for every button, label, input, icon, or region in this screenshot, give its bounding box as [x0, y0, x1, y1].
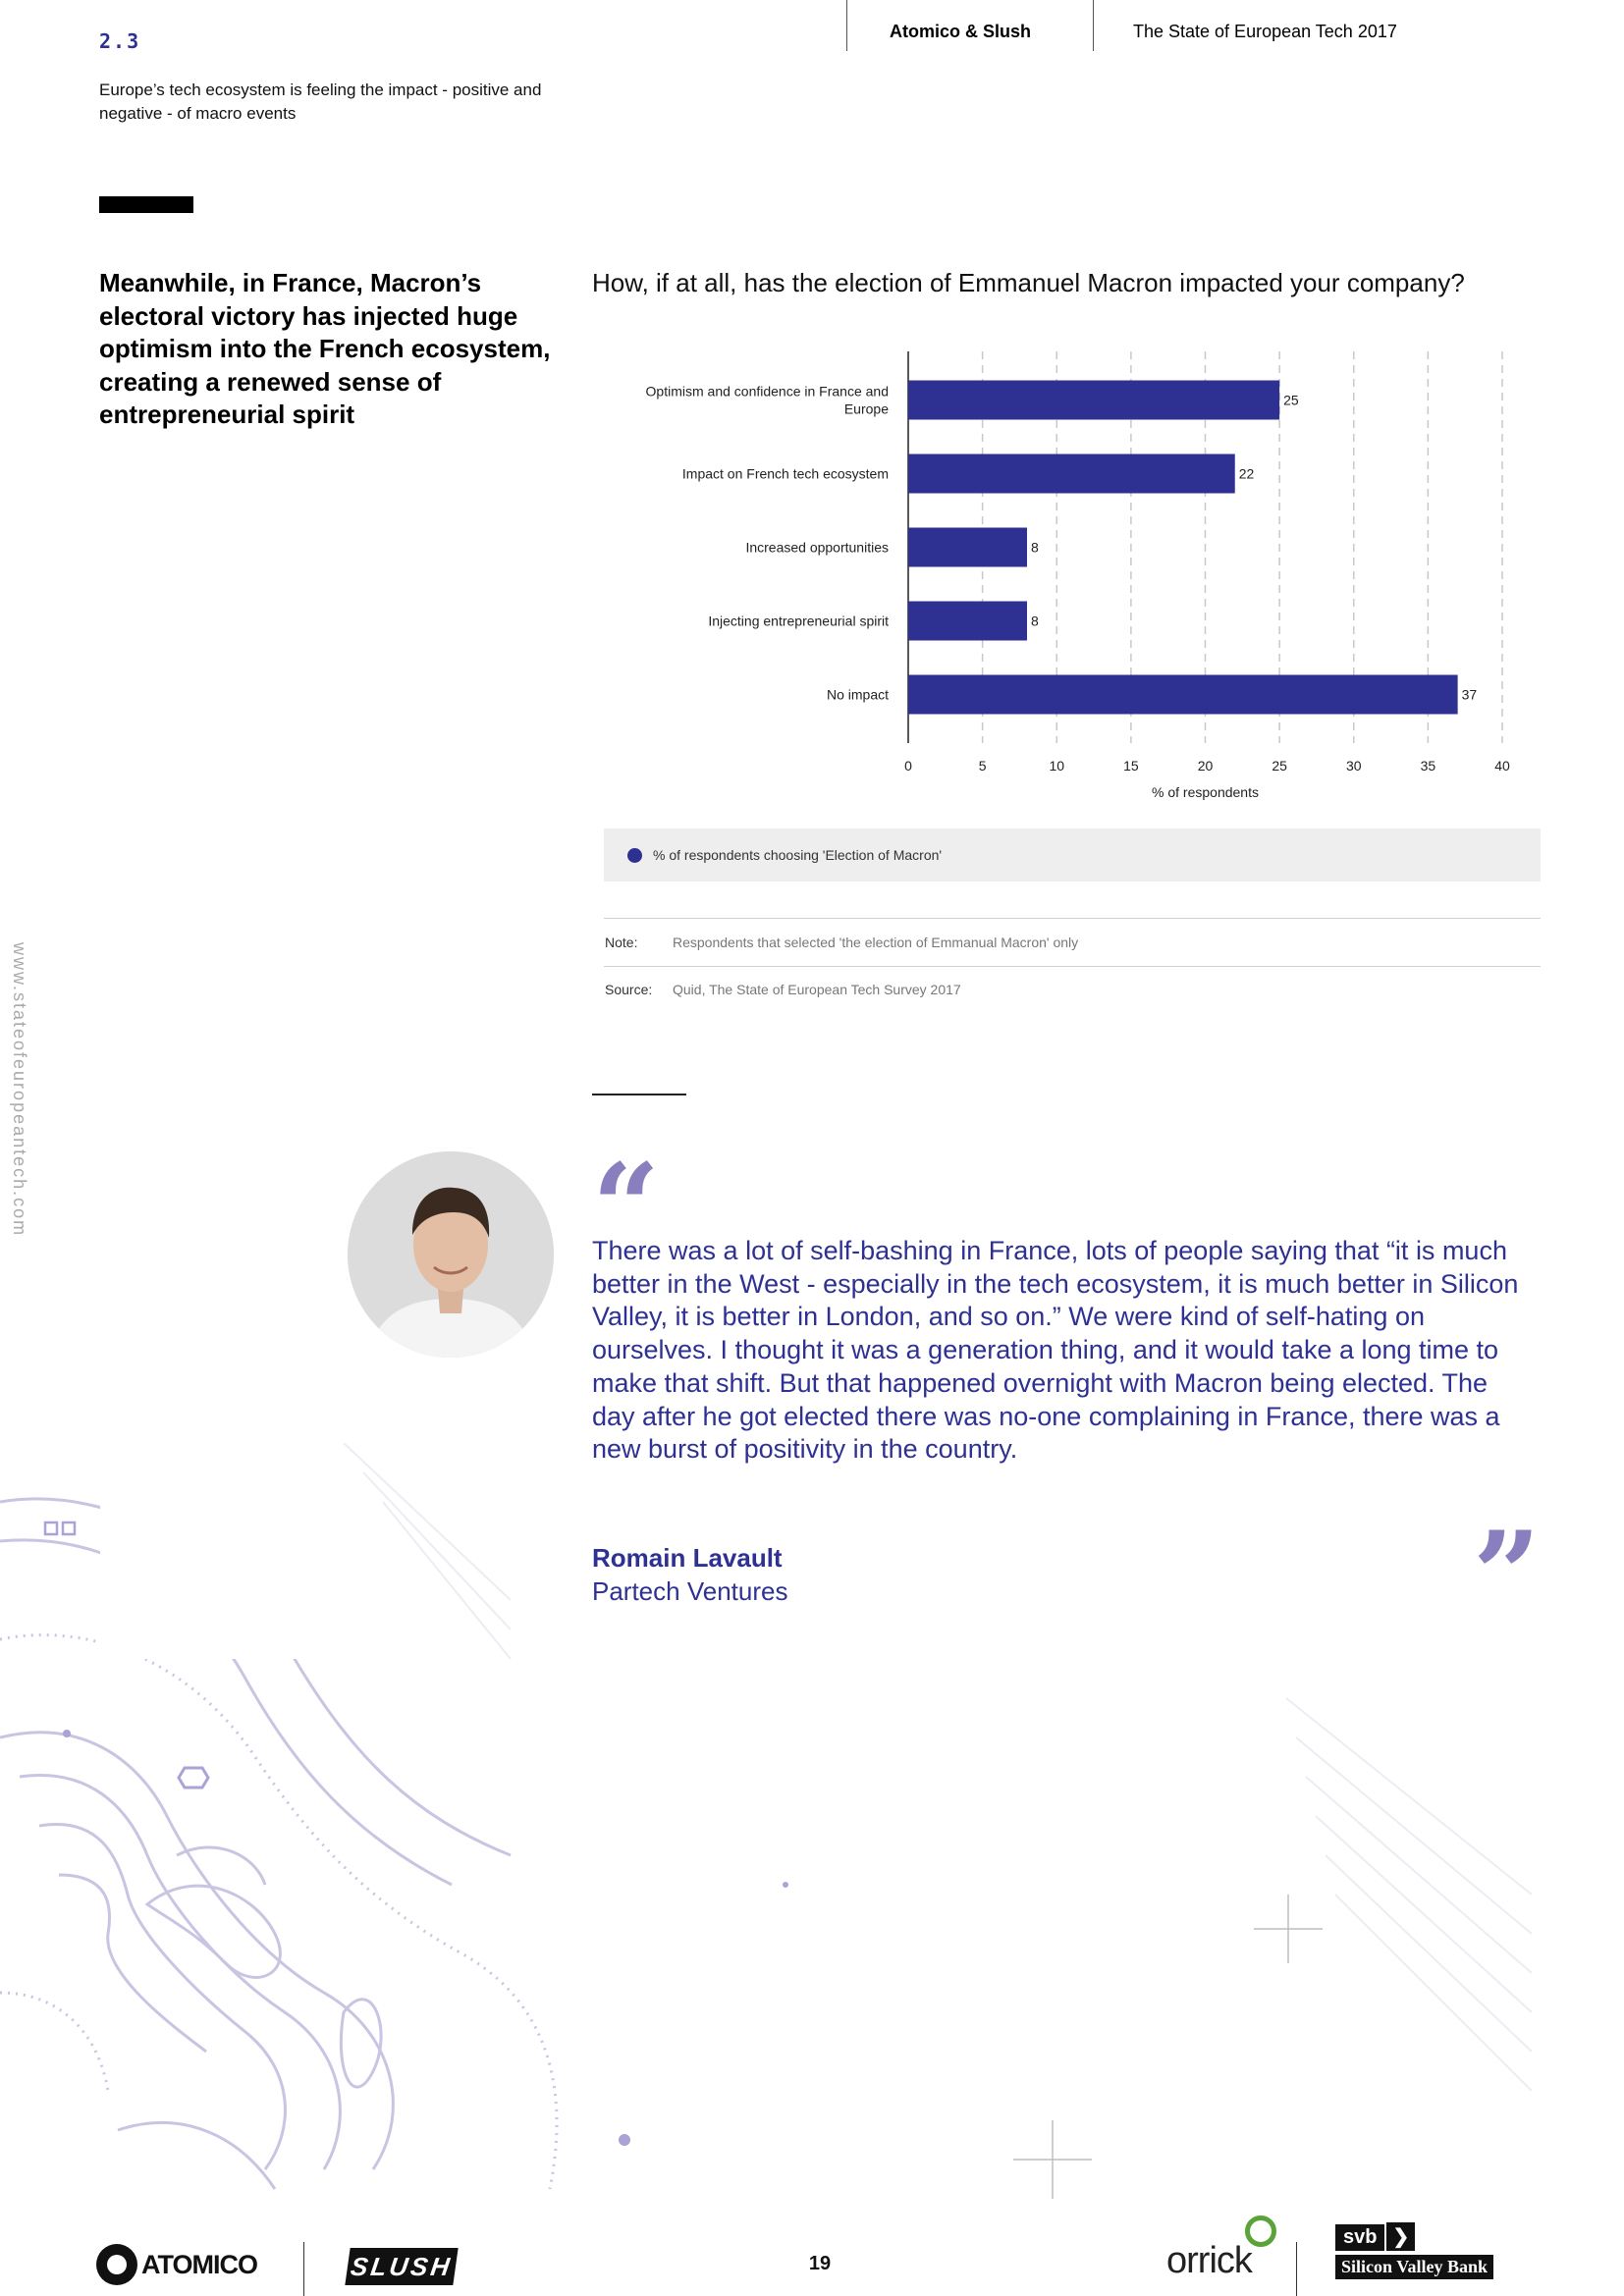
- slush-logo: SLUSH: [345, 2248, 458, 2285]
- quote-divider: [592, 1094, 686, 1095]
- report-title: The State of European Tech 2017: [1133, 22, 1397, 41]
- source-label: Source:: [605, 982, 653, 997]
- divider: [604, 918, 1541, 919]
- data-label: 22: [1238, 465, 1255, 482]
- x-axis-title: % of respondents: [1152, 784, 1259, 800]
- header-divider: [846, 0, 847, 51]
- topographic-decoration: [0, 1443, 1624, 2228]
- quote-organization: Partech Ventures: [592, 1576, 788, 1606]
- chart-title: How, if at all, has the election of Emmanuel Macron impacted your company?: [592, 268, 1465, 297]
- x-tick-label: 5: [978, 758, 987, 774]
- atomico-ring-icon: [96, 2244, 137, 2285]
- data-label: 25: [1283, 392, 1299, 408]
- category-label: Optimism and confidence in France and: [645, 383, 889, 400]
- bar: [908, 381, 1279, 420]
- bar: [908, 454, 1235, 494]
- quote-author: Romain Lavault: [592, 1543, 783, 1573]
- author-avatar: [348, 1151, 554, 1358]
- x-tick-label: 40: [1494, 758, 1510, 774]
- category-label: No impact: [826, 686, 889, 703]
- note-label: Note:: [605, 934, 638, 950]
- category-label: Impact on French tech ecosystem: [681, 465, 889, 482]
- bar: [908, 602, 1027, 641]
- header-divider: [1093, 0, 1094, 51]
- section-subtitle: Europe’s tech ecosystem is feeling the impact - positive and negative - of macro events: [99, 80, 542, 123]
- open-quote-mark: “: [592, 1138, 661, 1276]
- x-tick-label: 35: [1420, 758, 1436, 774]
- orrick-logo: orrick: [1166, 2240, 1252, 2281]
- x-tick-label: 10: [1049, 758, 1065, 774]
- bar: [908, 675, 1458, 715]
- footer-divider: [1296, 2242, 1297, 2296]
- x-tick-label: 25: [1272, 758, 1287, 774]
- publisher-label: Atomico & Slush: [890, 22, 1032, 41]
- x-tick-label: 0: [904, 758, 912, 774]
- chart-legend: [604, 828, 1541, 881]
- category-label: Increased opportunities: [745, 539, 889, 556]
- atomico-logo: [96, 2244, 257, 2285]
- section-marker-bar: [99, 196, 193, 213]
- section-number: 2.3: [99, 29, 141, 53]
- headline: Meanwhile, in France, Macron’s electoral victory has injected huge optimism into the French ecosystem, creating a renewed sense of entrepreneurial spirit: [99, 268, 551, 429]
- x-tick-label: 30: [1345, 758, 1362, 774]
- data-label: 8: [1031, 613, 1039, 629]
- chevron-right-icon: ❯: [1386, 2222, 1415, 2251]
- legend-label: % of respondents choosing 'Election of Macron': [653, 847, 943, 863]
- x-tick-label: 20: [1197, 758, 1214, 774]
- page-number: 19: [808, 2253, 832, 2274]
- close-quote-mark: ”: [1473, 1506, 1542, 1644]
- bar: [908, 528, 1027, 567]
- category-label: Injecting entrepreneurial spirit: [708, 613, 889, 629]
- note-text: Respondents that selected 'the election of Emmanual Macron' only: [673, 934, 1079, 950]
- legend-swatch: [627, 848, 642, 863]
- x-tick-label: 15: [1123, 758, 1139, 774]
- divider: [604, 966, 1541, 967]
- atomico-wordmark: ATOMICO: [141, 2249, 257, 2279]
- source-text: Quid, The State of European Tech Survey 2017: [673, 982, 961, 997]
- svb-logo: [1335, 2222, 1493, 2279]
- person-portrait-icon: [348, 1151, 554, 1358]
- side-url: www.stateofeuropeantech.com: [10, 942, 29, 1238]
- svb-mark: svb: [1335, 2224, 1384, 2251]
- quote-text: There was a lot of self-bashing in France, lots of people saying that “it is much better in the West - especially in the tech ecosystem, it is much better in Silicon Valley, it is better in London, and so on.” We were kind of self-hating on ourselves. I thought it was a generation thing, and it would take a long time to make that shift. But that happened overnight with Macron being elected. The day after he got elected there was no-one complaining in France, there was a new burst of positivity in the country.: [592, 1236, 1519, 1465]
- data-label: 37: [1461, 686, 1478, 703]
- category-label: Europe: [843, 400, 889, 417]
- data-label: 8: [1031, 539, 1039, 556]
- bar-chart: [589, 344, 1542, 815]
- svb-wordmark: Silicon Valley Bank: [1335, 2255, 1493, 2279]
- footer-divider: [303, 2242, 304, 2296]
